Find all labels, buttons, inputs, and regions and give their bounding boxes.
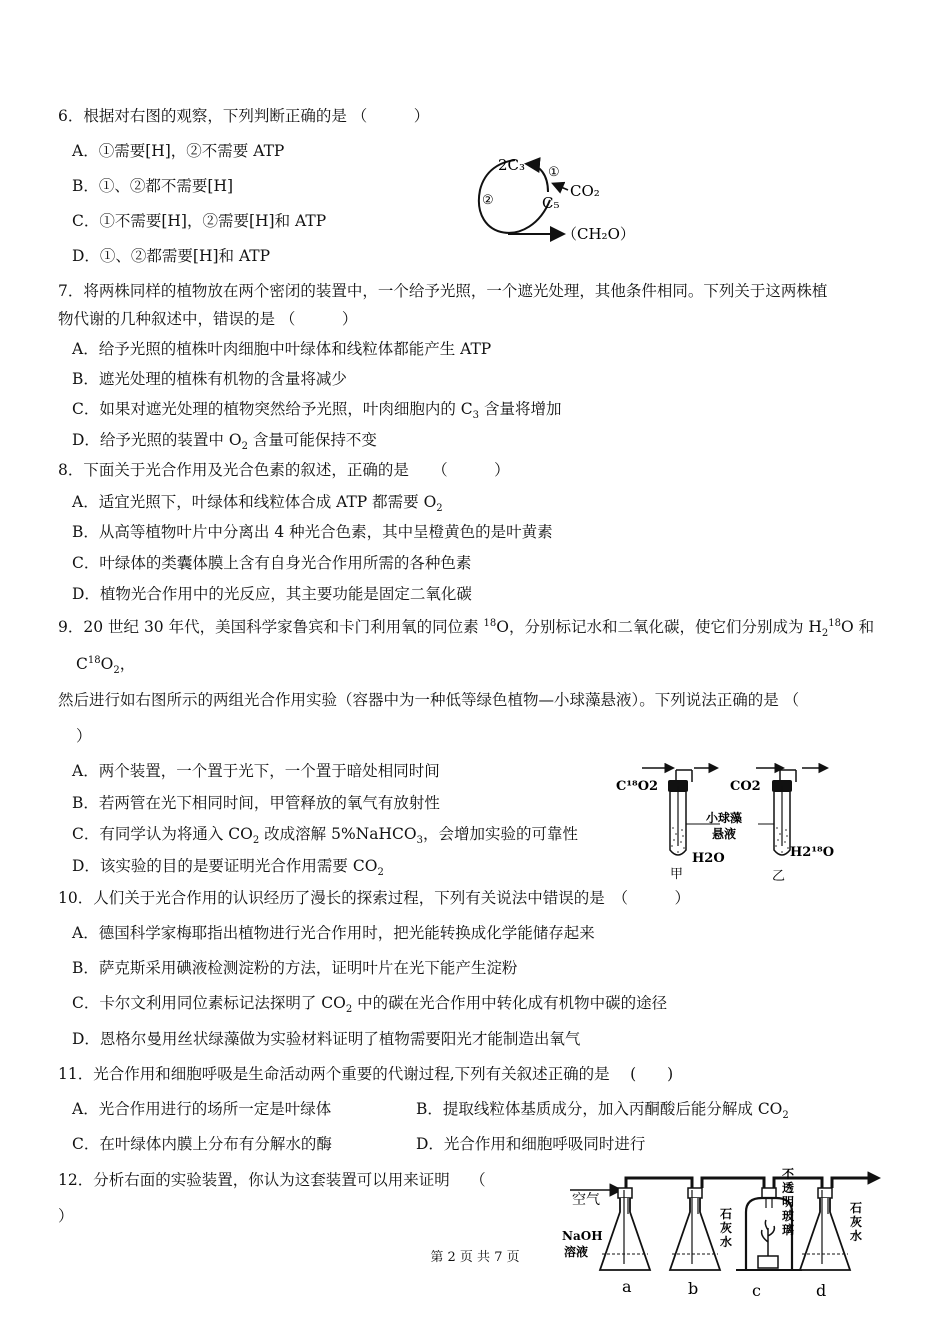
lime-water-d-char: 石 — [850, 1201, 863, 1215]
opaque-glass-char: 不 — [782, 1167, 795, 1181]
lime-water-d-char: 水 — [850, 1229, 863, 1243]
lime-water-b-char: 石 — [720, 1207, 733, 1221]
opaque-glass-char: 玻 — [782, 1209, 795, 1223]
label-co2: CO₂ — [570, 182, 600, 200]
label-ch2o: （CH₂O） — [562, 225, 635, 243]
flask-apparatus-diagram — [560, 1162, 890, 1302]
q11-option-c: C．在叶绿体内膜上分布有分解水的酶 — [72, 1135, 332, 1153]
opaque-glass-char: 明 — [782, 1195, 795, 1209]
right-gas-label: CO2 — [730, 779, 761, 794]
q7-stem-line1: 7．将两株同样的植物放在两个密闭的装置中，一个给予光照，一个遮光处理，其他条件相同。下列关于这两株植 — [58, 282, 828, 300]
lime-water-d-char: 灰 — [850, 1215, 863, 1229]
q8-option-a: A．适宜光照下，叶绿体和线粒体合成 ATP 都需要 $O_2$ — [72, 493, 443, 515]
label-c3: 2C₃ — [498, 156, 526, 174]
lime-water-b-char: 水 — [720, 1235, 733, 1249]
q7-option-d: D．给予光照的装置中 $O_2$ 含量可能保持不变 — [72, 431, 377, 453]
left-tube-name: 甲 — [670, 867, 684, 882]
left-gas-label: C¹⁸O2 — [616, 779, 659, 794]
tube-right — [756, 768, 826, 855]
q9-option-a: A．两个装置，一个置于光下，一个置于暗处相同时间 — [72, 762, 440, 780]
co2-arrow — [554, 184, 568, 190]
q6-option-a: A．①需要[H]，②不需要 ATP — [72, 142, 285, 160]
q9-stem-line4: ） — [76, 727, 92, 745]
q9-option-b: B．若两管在光下相同时间，甲管释放的氧气有放射性 — [72, 794, 440, 812]
q10-option-c: C．卡尔文利用同位素标记法探明了 $CO_2$ 中的碳在光合作用中转化成有机物中碳的途径 — [72, 994, 668, 1016]
suspension-label: 悬液 — [712, 827, 737, 841]
air-label: 空气 — [572, 1192, 600, 1208]
q10-option-a: A．德国科学家梅耶指出植物进行光合作用时，把光能转换成化学能储存起来 — [72, 924, 595, 942]
flask-label-d: d — [816, 1281, 827, 1300]
label-step1: ① — [548, 165, 560, 180]
left-water-label: H2O — [692, 851, 725, 866]
q11-option-b: B．提取线粒体基质成分，加入丙酮酸后能分解成 $CO_2$ — [416, 1100, 789, 1122]
algae-label: 小球藻 — [706, 811, 743, 825]
q9-stem-line3: 然后进行如右图所示的两组光合作用实验（容器中为一种低等绿色植物—小球藻悬液）。下列说法正确的是 （ — [58, 691, 800, 709]
q10-option-d: D．恩格尔曼用丝状绿藻做为实验材料证明了植物需要阳光才能制造出氧气 — [72, 1030, 581, 1048]
lime-water-b-char: 灰 — [720, 1221, 733, 1235]
page-footer: 第 2 页 共 7 页 — [430, 1250, 520, 1265]
flask-label-a: a — [622, 1277, 632, 1296]
cycle-arrow-step1 — [528, 164, 548, 192]
q12-stem-close: ） — [58, 1207, 74, 1225]
q6-option-b: B．①、②都不需要[H] — [72, 177, 234, 195]
q11-option-a: A．光合作用进行的场所一定是叶绿体 — [72, 1100, 332, 1118]
q12-stem: 12．分析右面的实验装置，你认为这套装置可以用来证明 （ — [58, 1171, 486, 1189]
flask-label-b: b — [688, 1279, 699, 1298]
right-water-label: H2¹⁸O — [790, 845, 835, 860]
opaque-glass-char: 璃 — [782, 1223, 795, 1237]
q11-option-d: D．光合作用和细胞呼吸同时进行 — [416, 1135, 646, 1153]
label-c5: C₅ — [542, 194, 560, 212]
q6-option-d: D．①、②都需要[H]和 ATP — [72, 247, 271, 265]
q10-option-b: B．萨克斯采用碘液检测淀粉的方法，证明叶片在光下能产生淀粉 — [72, 959, 518, 977]
q11-stem: 11．光合作用和细胞呼吸是生命活动两个重要的代谢过程,下列有关叙述正确的是 ( ) — [58, 1065, 674, 1083]
q8-option-b: B．从高等植物叶片中分离出 4 种光合色素，其中呈橙黄色的是叶黄素 — [72, 523, 553, 541]
q7-option-b: B．遮光处理的植株有机物的含量将减少 — [72, 370, 347, 388]
isotope-tubes-diagram — [612, 756, 842, 884]
label-step2: ② — [482, 193, 494, 208]
calvin-cycle-diagram — [470, 150, 650, 250]
q8-option-d: D．植物光合作用中的光反应，其主要功能是固定二氧化碳 — [72, 585, 472, 603]
q7-option-a: A．给予光照的植株叶肉细胞中叶绿体和线粒体都能产生 ATP — [72, 340, 492, 358]
q8-stem: 8．下面关于光合作用及光合色素的叙述，正确的是 （ ） — [58, 461, 510, 479]
q9-option-d: D．该实验的目的是要证明光合作用需要 $CO_2$ — [72, 857, 384, 879]
naoh-label: NaOH — [562, 1229, 603, 1243]
q6-option-c: C．①不需要[H]，②需要[H]和 ATP — [72, 212, 327, 230]
q7-stem-line2: 物代谢的几种叙述中，错误的是 （ ） — [58, 310, 358, 328]
q8-option-c: C．叶绿体的类囊体膜上含有自身光合作用所需的各种色素 — [72, 554, 472, 572]
q9-option-c: C．有同学认为将通入 $CO_2$ 改成溶解 5%NaHCO$_3$，会增加实验的可靠性 — [72, 825, 578, 847]
naoh-solution-label: 溶液 — [564, 1245, 589, 1259]
opaque-glass-char: 透 — [782, 1181, 795, 1195]
q6-stem: 6．根据对右图的观察，下列判断正确的是 （ ） — [58, 107, 430, 125]
flask-label-c: c — [752, 1281, 761, 1300]
q9-stem-line2: $C^{18}O_2$， — [76, 654, 136, 677]
q7-option-c: C．如果对遮光处理的植物突然给予光照，叶肉细胞内的 $C_3$ 含量将增加 — [72, 400, 562, 422]
right-tube-name: 乙 — [772, 869, 786, 884]
q10-stem: 10．人们关于光合作用的认识经历了漫长的探索过程，下列有关说法中错误的是 （ ） — [58, 889, 690, 907]
q9-stem-line1: 9．20 世纪 30 年代，美国科学家鲁宾和卡门利用氧的同位素 $^{18}$O，分别标记水和二氧化碳，使它们分别成为 $H_2^{18}O$ 和 — [58, 617, 875, 640]
